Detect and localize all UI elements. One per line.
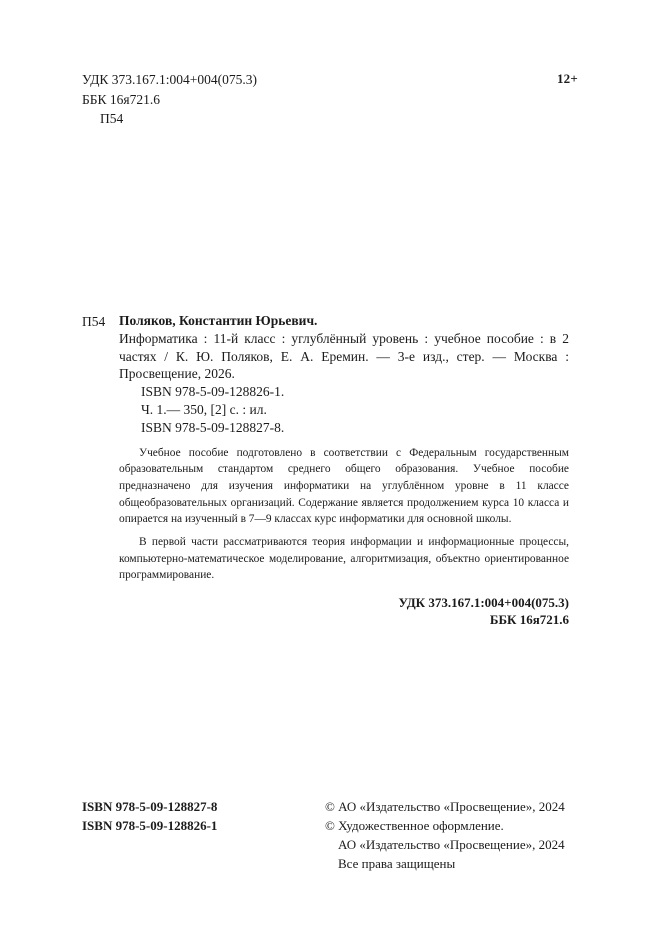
annotation-paragraph-1: Учебное пособие подготовлено в соответствии с Федеральным государственным образовательным стандартом среднего общего образования. Учебное пособие предназначено для изучения информатики на углублённом уровне в 11 классе общеобразовательных организаций. Содержание является продолжением курса 10 класса и опирается на изученный в 7—9 классах курс информатики для основной школы. [119, 446, 569, 526]
record-codes [82, 595, 569, 629]
record-volume: Ч. 1.— 350, [2] с. : ил. [141, 402, 267, 418]
shelf-mark: П54 [100, 111, 124, 127]
record-bbk-code: ББК 16я721.6 [489, 611, 569, 627]
copyright-design-owner: АО «Издательство «Просвещение», 2024 [338, 836, 565, 852]
rights-reserved: Все права защищены [338, 855, 456, 871]
footer-isbn-volume: ISBN 978-5-09-128827-8 [82, 799, 218, 814]
age-rating-badge: 12+ [556, 71, 578, 86]
record-isbn-part: ISBN 978-5-09-128826-1. [141, 384, 285, 400]
copyright-publisher: © АО «Издательство «Просвещение», 2024 [325, 799, 565, 814]
footer-copyright-block [325, 798, 590, 873]
record-description: Информатика : 11-й класс : углублённый уровень : учебное пособие : в 2 частях / К. Ю. Поляков, Е. А. Еремин. — 3-е изд., стер. — Москва : Просвещение, 2026. [119, 330, 569, 382]
classification-block [82, 70, 257, 129]
udc-code: УДК 373.167.1:004+004(075.3) [82, 72, 258, 87]
footer [82, 798, 590, 873]
record-head [82, 312, 569, 437]
copyright-design: © Художественное оформление. [325, 817, 504, 833]
bibliographic-record [82, 312, 569, 629]
record-isbn-set: ISBN 978-5-09-128827-8. [141, 419, 285, 435]
footer-isbn-set: ISBN 978-5-09-128826-1 [82, 817, 218, 833]
record-sigil: П54 [82, 314, 106, 329]
record-udc-code: УДК 373.167.1:004+004(075.3) [398, 594, 569, 610]
record-author: Поляков, Константин Юрьевич. [119, 313, 318, 328]
record-body [119, 312, 569, 437]
annotation [119, 445, 569, 584]
bbk-code: ББК 16я721.6 [82, 91, 160, 107]
annotation-paragraph-2: В первой части рассматриваются теория информации и информационные процессы, компьютерно-математическое моделирование, алгоритмизация, объектно ориентированное программирование. [119, 535, 569, 582]
footer-isbn-block [82, 798, 217, 873]
